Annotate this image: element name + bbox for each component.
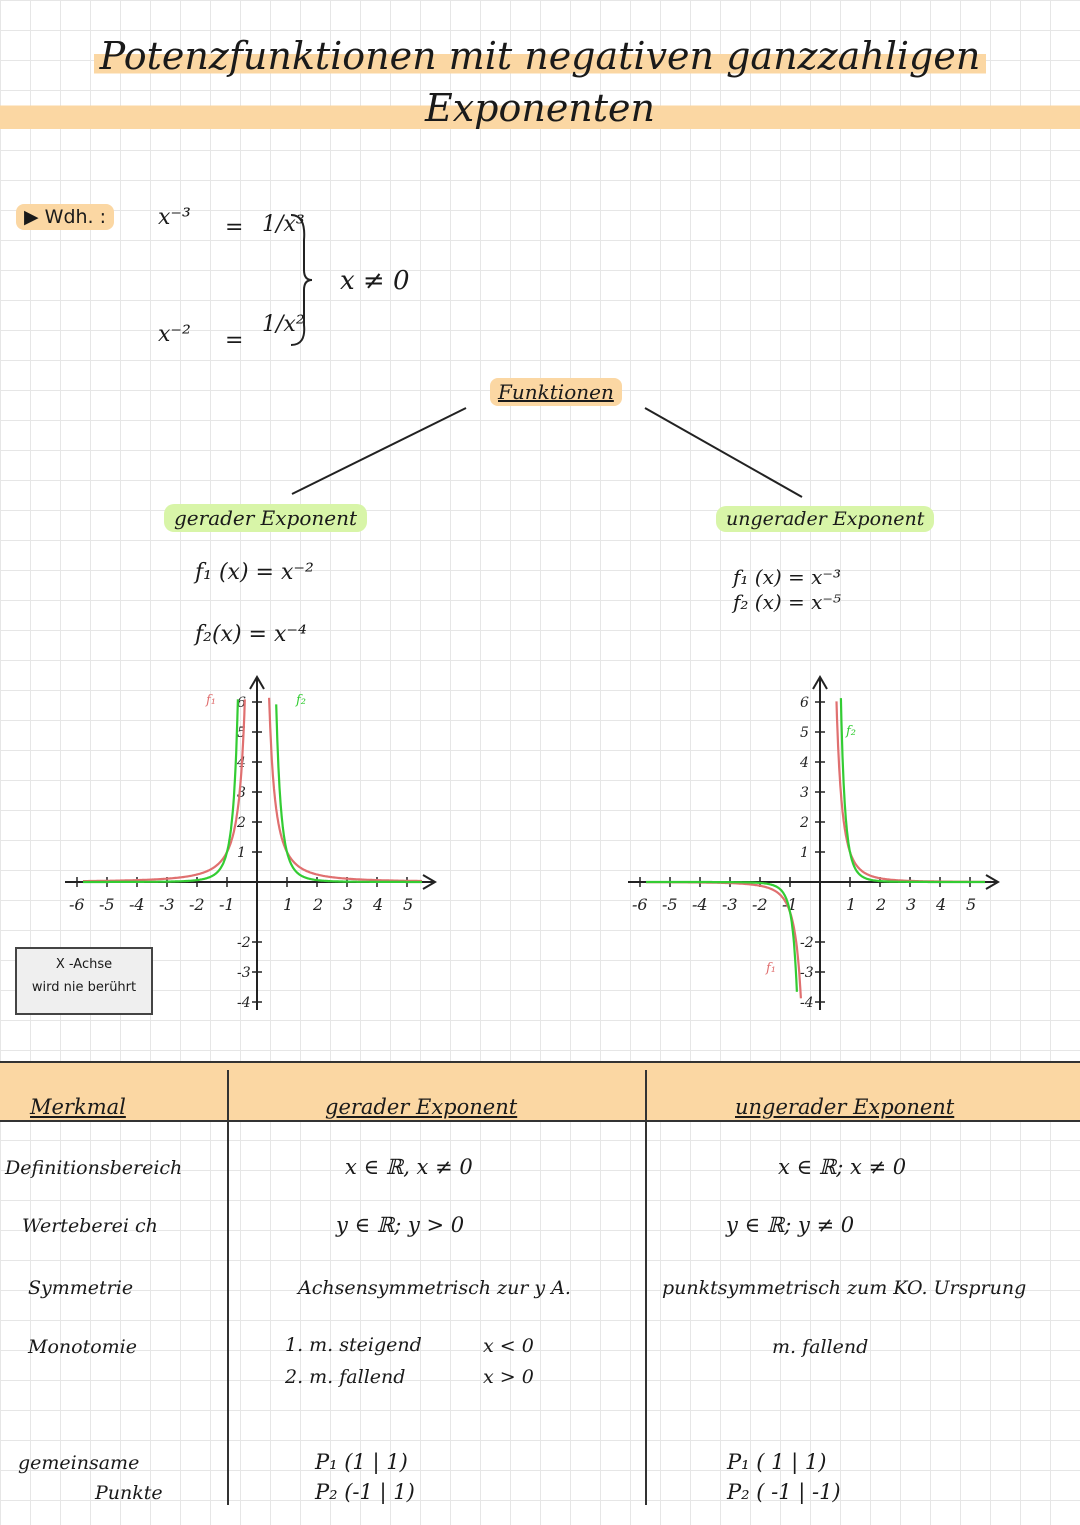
left-f1-def: f₁ (x) = x⁻²	[195, 560, 314, 585]
y-tick-label: 3	[237, 785, 246, 801]
series-line-f₁-0	[83, 699, 245, 881]
y-tick-label: -4	[237, 995, 251, 1011]
row-symmetry-even: Achsensymmetrisch zur y A.	[298, 1277, 571, 1299]
row-domain-even: x ∈ ℝ, x ≠ 0	[345, 1155, 473, 1179]
left-branch-label: gerader Exponent	[164, 506, 367, 530]
series-line-f₁-1	[837, 701, 986, 881]
row-monotony-even-2: 2. m. fallend	[285, 1366, 406, 1388]
x-tick-label: -1	[219, 895, 235, 914]
x-tick-label: 5	[403, 895, 414, 914]
x-tick-label: -2	[752, 895, 768, 914]
series-line-f₂-1	[841, 698, 985, 882]
review-row2-right: 1/x²	[262, 312, 305, 337]
series-line-f₂-0	[83, 699, 238, 882]
y-tick-label: -4	[800, 995, 814, 1011]
x-tick-label: -2	[189, 895, 205, 914]
row-symmetry-odd: punktsymmetrisch zum KO. Ursprung	[662, 1277, 1027, 1299]
y-tick-label: -2	[237, 935, 251, 951]
left-f2-def: f₂(x) = x⁻⁴	[195, 622, 307, 647]
x-tick-label: 3	[343, 895, 354, 914]
series-line-f₂-1	[276, 704, 422, 882]
series-label: f₂	[296, 693, 307, 708]
table-header-feature: Merkmal	[30, 1095, 126, 1119]
review-row2-left: x⁻²	[158, 322, 191, 347]
review-row2-eq: =	[225, 328, 244, 353]
title-line-1: Potenzfunktionen mit negativen ganzzahligen	[94, 34, 987, 78]
row-monotony-even-1: 1. m. steigend	[285, 1334, 422, 1356]
review-row1-left: x⁻³	[158, 205, 191, 230]
right-f1-def: f₁ (x) = x⁻³	[733, 565, 841, 589]
play-arrow-icon: ▶	[24, 206, 39, 228]
y-tick-label: 6	[237, 695, 246, 711]
y-tick-label: 2	[237, 815, 246, 831]
note-line-1: X -Achse	[55, 957, 113, 972]
row-monotony-even-2-cond: x > 0	[483, 1366, 534, 1388]
chart-odd-exponent	[540, 660, 1080, 1040]
x-tick-label: -3	[159, 895, 175, 914]
table-col-divider-1	[227, 1070, 229, 1505]
x-tick-label: -1	[782, 895, 798, 914]
y-tick-label: -3	[237, 965, 251, 981]
x-tick-label: -4	[129, 895, 145, 914]
y-tick-label: -3	[800, 965, 814, 981]
row-label-points-1: gemeinsame	[18, 1452, 140, 1474]
review-row1-eq: =	[225, 215, 244, 240]
x-tick-label: -5	[662, 895, 678, 914]
series-label: f₂	[846, 724, 857, 739]
tree-lines	[0, 0, 1080, 520]
series-line-f₁-1	[269, 698, 422, 881]
title-line-2: Exponenten	[0, 82, 1080, 134]
y-tick-label: 3	[800, 785, 809, 801]
row-points-even-2: P₂ (-1 | 1)	[315, 1480, 415, 1504]
note-box	[15, 947, 153, 1015]
series-label: f₁	[206, 693, 217, 708]
y-tick-label: 6	[800, 695, 809, 711]
row-monotony-even-1-cond: x < 0	[483, 1335, 534, 1357]
row-points-even-1: P₁ (1 | 1)	[315, 1450, 408, 1474]
y-tick-label: -2	[800, 935, 814, 951]
x-tick-label: -3	[722, 895, 738, 914]
x-tick-label: 5	[966, 895, 977, 914]
y-tick-label: 4	[237, 755, 246, 771]
table-col-divider-2	[645, 1070, 647, 1505]
table-header-even: gerader Exponent	[325, 1095, 518, 1119]
row-monotony-odd: m. fallend	[772, 1336, 869, 1358]
x-tick-label: -4	[692, 895, 708, 914]
y-tick-label: 5	[800, 725, 809, 741]
x-tick-label: 3	[906, 895, 917, 914]
x-tick-label: -6	[69, 895, 85, 914]
x-tick-label: 2	[876, 895, 887, 914]
row-label-range: Werteberei ch	[22, 1215, 158, 1237]
x-tick-label: 1	[846, 895, 857, 914]
x-tick-label: 4	[373, 895, 384, 914]
review-row1-right: 1/x³	[262, 212, 305, 237]
y-tick-label: 2	[800, 815, 809, 831]
row-points-odd-1: P₁ ( 1 | 1)	[727, 1450, 827, 1474]
right-f2-def: f₂ (x) = x⁻⁵	[733, 590, 841, 614]
x-tick-label: 4	[936, 895, 947, 914]
table-header-line	[0, 1120, 1080, 1122]
y-tick-label: 5	[237, 725, 246, 741]
review-condition: x ≠ 0	[340, 266, 410, 296]
row-range-odd: y ∈ ℝ; y ≠ 0	[726, 1213, 855, 1237]
y-tick-label: 1	[800, 845, 809, 861]
x-tick-label: -6	[632, 895, 648, 914]
x-tick-label: -5	[99, 895, 115, 914]
right-branch-label: ungerader Exponent	[716, 508, 934, 530]
row-label-monotony: Monotomie	[28, 1336, 137, 1358]
note-line-2: wird nie berührt	[31, 980, 137, 995]
y-tick-label: 4	[800, 755, 809, 771]
x-tick-label: 1	[283, 895, 294, 914]
tree-root: Funktionen	[490, 380, 622, 404]
row-points-odd-2: P₂ ( -1 | -1)	[727, 1480, 841, 1504]
table-top-line	[0, 1061, 1080, 1063]
row-label-points-2: Punkte	[95, 1482, 163, 1504]
row-label-symmetry: Symmetrie	[28, 1277, 134, 1299]
series-label: f₁	[766, 961, 777, 976]
y-tick-label: 1	[237, 845, 246, 861]
review-label: ▶ Wdh. :	[16, 206, 114, 228]
row-domain-odd: x ∈ ℝ; x ≠ 0	[778, 1155, 907, 1179]
row-range-even: y ∈ ℝ; y > 0	[336, 1213, 465, 1237]
table-header-odd: ungerader Exponent	[735, 1095, 955, 1119]
x-tick-label: 2	[313, 895, 324, 914]
row-label-domain: Definitionsbereich	[5, 1157, 183, 1179]
